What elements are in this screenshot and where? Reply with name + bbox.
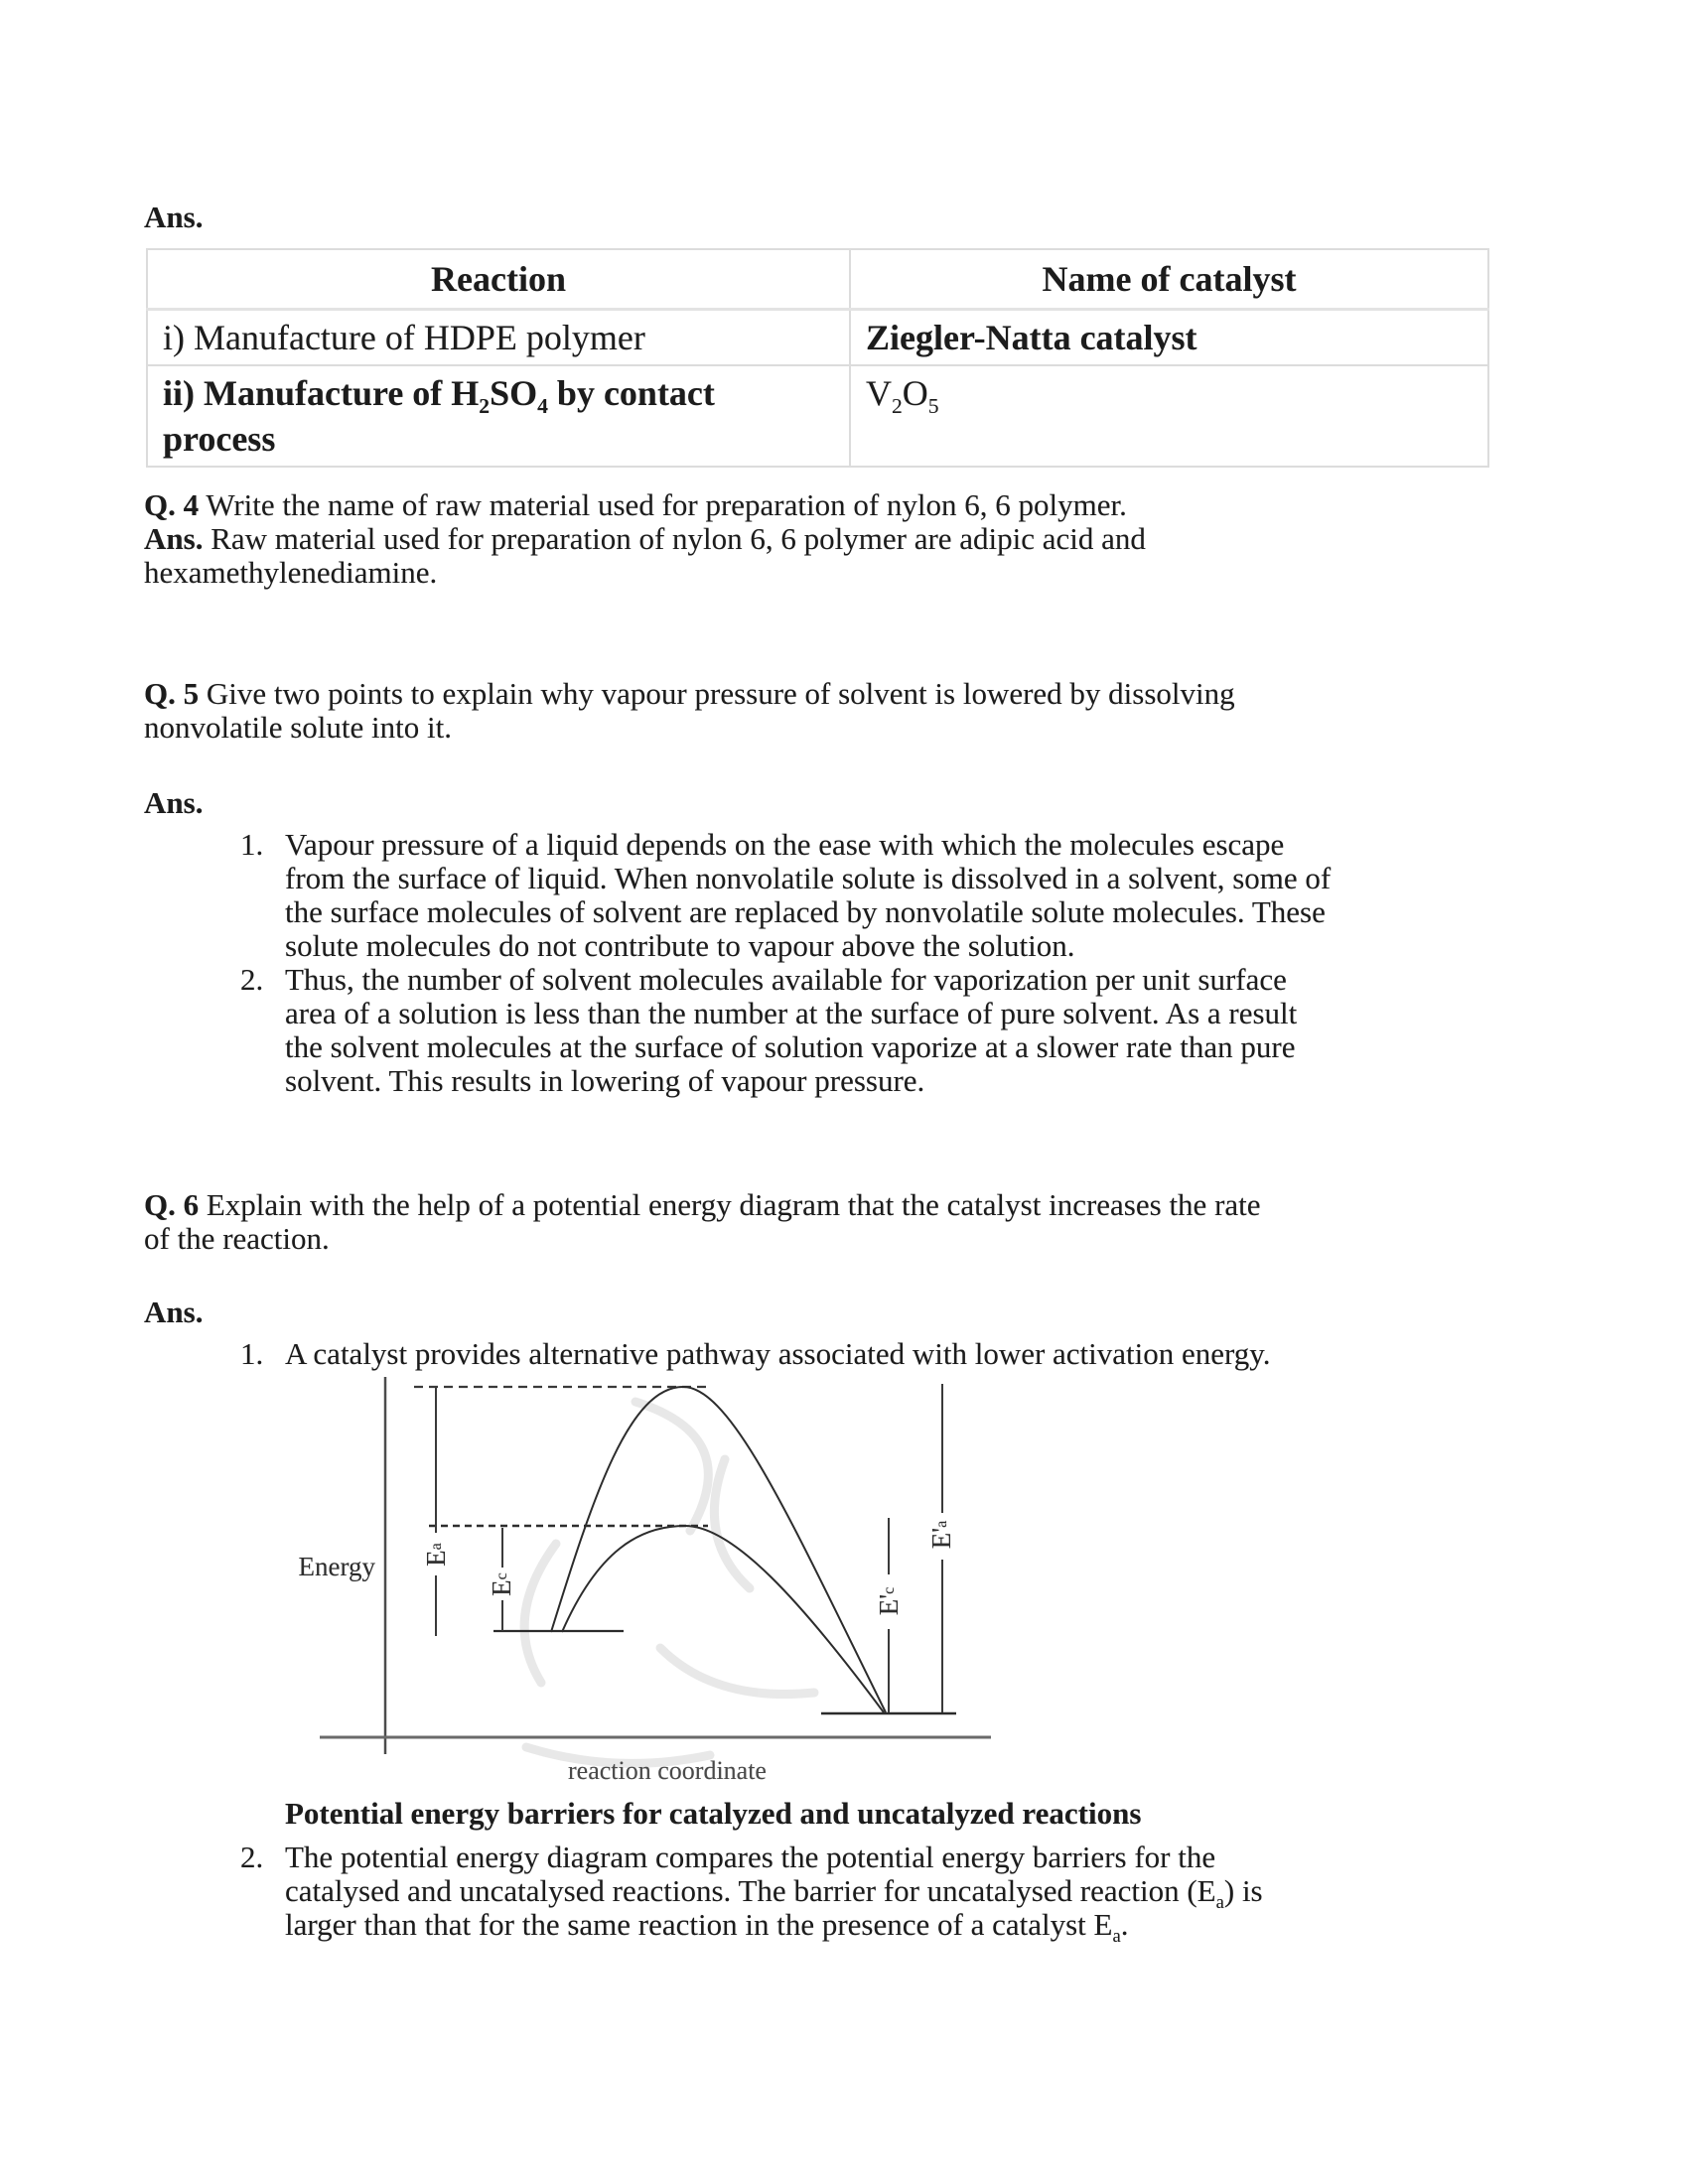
ea-label: E a xyxy=(421,1543,451,1567)
list-item-text: The potential energy diagram compares the potential energy barriers for the catalysed and uncatalysed reactions. The barrier for uncatalysed reaction $(E_a)$ is larger than that for the same reaction in the presence of a catalyst $E_a$. xyxy=(285,1840,1263,1948)
catalyst-table xyxy=(146,248,1489,468)
catalyst-table-body xyxy=(147,310,1488,468)
list-item-text: Thus, the number of solvent molecules available for vaporization per unit surface area of a solution is less than the number at the surface of pure solvent. As a result the solvent molecules at the surface of solution vaporize at a slower rate than pure solvent. This results in lowering of vapour pressure. xyxy=(285,962,1298,1098)
potential-energy-diagram xyxy=(248,1369,1003,1796)
list-item-number: 1. xyxy=(240,1336,264,1371)
table-row xyxy=(147,310,1488,366)
list-item-text: A catalyst provides alternative pathway associated with lower activation energy. xyxy=(285,1336,1271,1371)
table-header-reaction: Reaction xyxy=(147,249,850,310)
list-item-text: Vapour pressure of a liquid depends on the ease with which the molecules escape from the surface of liquid. When nonvolatile solute is dissolved in a solvent, some of the surface molecules of solvent are replaced by nonvolatile solute molecules. These solute molecules do not contribute to vapour above the solution. xyxy=(285,827,1332,963)
table-header-catalyst: Name of catalyst xyxy=(850,249,1488,310)
question-6: Q. 6 Explain with the help of a potential energy diagram that the catalyst increases the rate of the reaction. xyxy=(144,1187,1261,1256)
answer-4: Ans. Raw material used for preparation of nylon 6, 6 polymer are adipic acid and hexamethylenediamine. xyxy=(144,521,1146,590)
table-row xyxy=(147,365,1488,467)
y-axis-label: Energy xyxy=(298,1552,375,1581)
ea-reverse-label: E' a xyxy=(926,1520,956,1550)
question-5: Q. 5 Give two points to explain why vapour pressure of solvent is lowered by dissolving nonvolatile solute into it. xyxy=(144,676,1235,745)
list-item-number: 2. xyxy=(240,962,264,997)
answer-6-item-1 xyxy=(240,1337,1271,1371)
table-cell: Ziegler-Natta catalyst xyxy=(850,310,1488,366)
ec-label: E c xyxy=(487,1572,516,1596)
list-item-number: 1. xyxy=(240,827,264,862)
table-cell: i) Manufacture of HDPE polymer xyxy=(147,310,850,366)
diagram-caption: Potential energy barriers for catalyzed and uncatalyzed reactions xyxy=(285,1796,1142,1831)
answer-label-q5: Ans. xyxy=(144,785,204,820)
x-axis-label: reaction coordinate xyxy=(568,1756,767,1785)
table-header-row xyxy=(147,249,1488,310)
table-cell: ii) Manufacture of $H_2SO_4$ by contact process xyxy=(147,365,850,467)
answer-label-table: Ans. xyxy=(144,200,204,234)
list-item xyxy=(240,963,1331,1098)
table-cell: $V_2O_5$ xyxy=(850,365,1488,467)
catalyst-table-head xyxy=(147,249,1488,310)
answer-5-list xyxy=(240,828,1331,1098)
scan-watermark xyxy=(524,1402,814,1763)
answer-label-q6: Ans. xyxy=(144,1295,204,1329)
list-item-number: 2. xyxy=(240,1840,264,1874)
ec-reverse-label: E' c xyxy=(874,1586,904,1616)
question-4: Q. 4 Write the name of raw material used for preparation of nylon 6, 6 polymer. xyxy=(144,487,1127,522)
list-item xyxy=(240,828,1331,963)
answer-6-item-2 xyxy=(240,1840,1263,1948)
